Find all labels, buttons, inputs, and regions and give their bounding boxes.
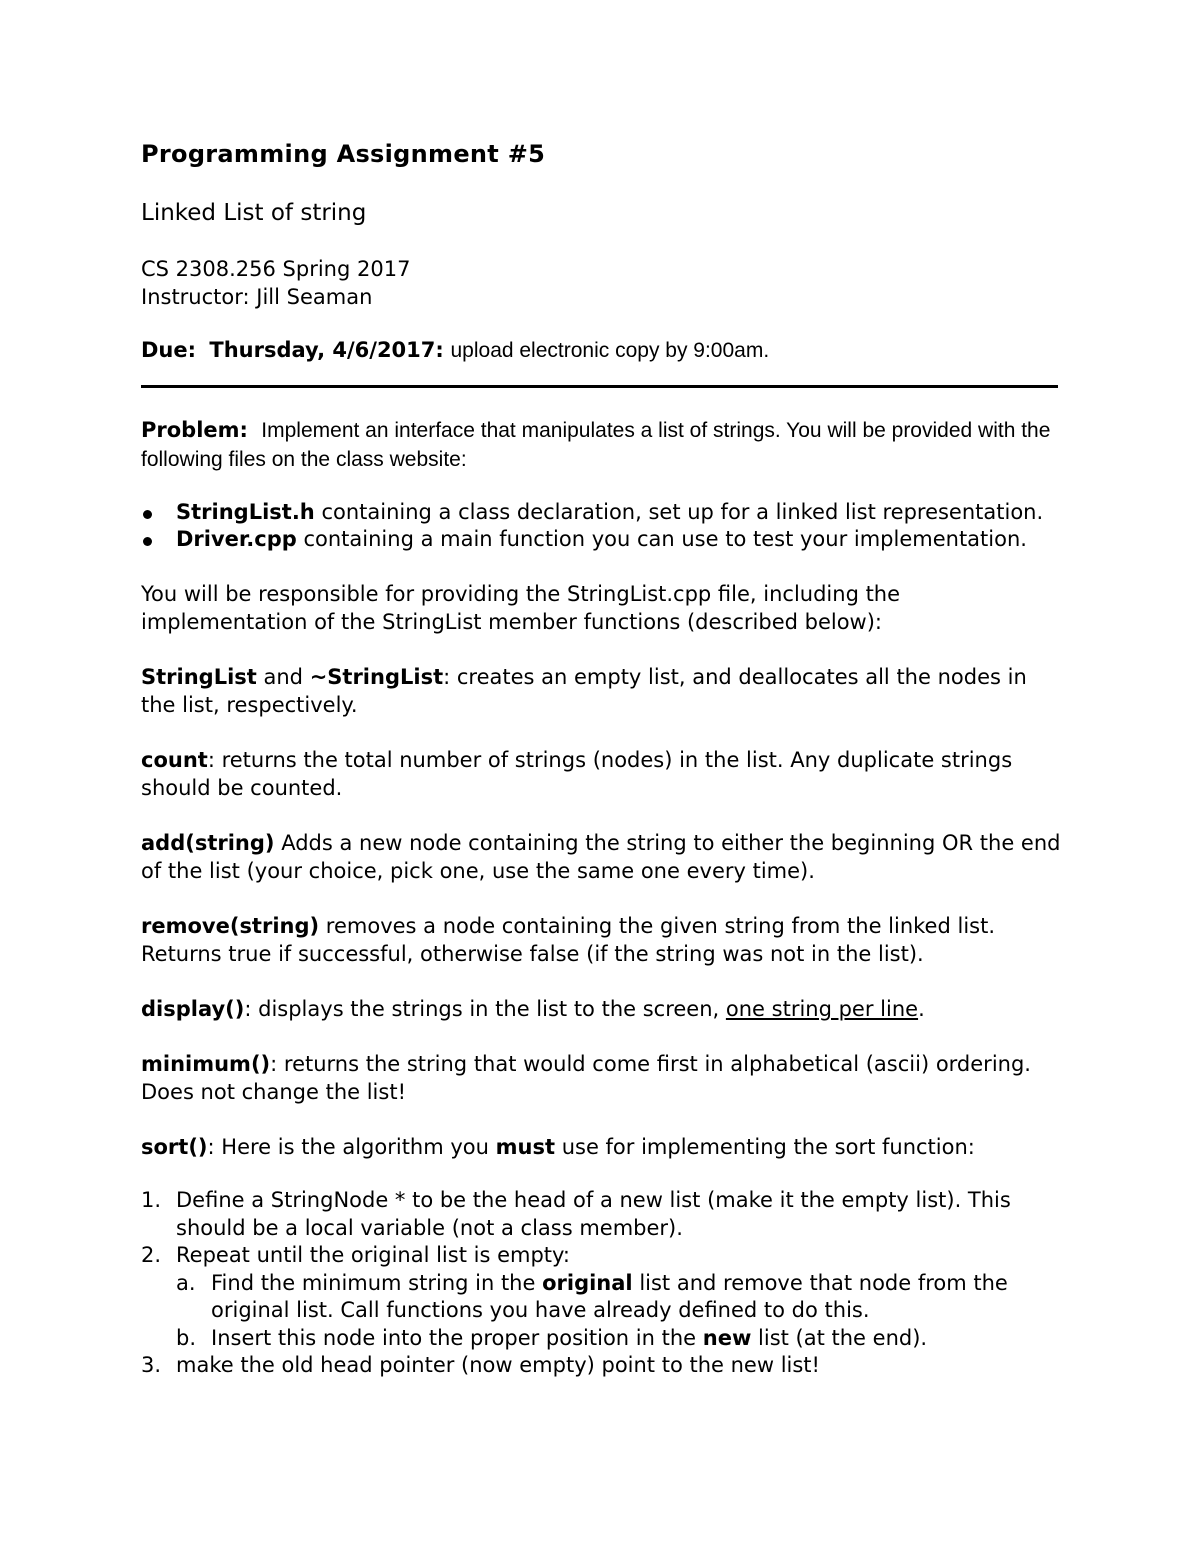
sub-step-letter: b. [176, 1325, 197, 1350]
function-desc: : creates an empty list, and deallocates all the nodes in the list, respectively. [141, 665, 1027, 717]
step-text: Define a StringNode * to be the head of a new list (make it the empty list). This should be a local variable (not a class member). [176, 1188, 1011, 1240]
course-info [141, 255, 1061, 311]
function-desc: : displays the strings in the list to the screen, [244, 997, 726, 1021]
function-remove [141, 912, 1061, 968]
problem-text: Implement an interface that manipulates a list of strings. You will be provided with the following files on the class website: [141, 419, 1051, 471]
function-name: sort() [141, 1135, 208, 1159]
file-name: StringList.h [176, 500, 315, 524]
file-desc: containing a class declaration, set up for a linked list representation. [321, 500, 1044, 524]
function-name: remove(string) [141, 914, 320, 938]
function-ctor: StringList and ~StringList: creates an empty list, and deallocates all the nodes in the list, respectively. [141, 665, 1027, 717]
instructor-line: Instructor: Jill Seaman [141, 285, 373, 309]
function-name: display() [141, 997, 245, 1021]
step-number: 3. [141, 1353, 162, 1377]
due-instructions: upload electronic copy by 9:00am. [450, 339, 770, 362]
function-desc: Adds a new node containing the string to either the beginning OR the end of the list (your choice, pick one, use the same one every time). [141, 831, 1061, 883]
function-name: add(string) [141, 831, 275, 855]
algorithm-steps [141, 1187, 1061, 1380]
sub-steps [176, 1270, 1061, 1353]
step-text: Repeat until the original list is empty: [176, 1243, 570, 1267]
underlined-text: one string per line [725, 997, 919, 1021]
function-minimum [141, 1050, 1061, 1106]
due-line [141, 338, 1061, 363]
bullet-icon [143, 510, 152, 519]
bullet-icon [143, 537, 152, 546]
list-item [141, 499, 1061, 526]
function-desc: removes a node containing the given string from the linked list. Returns true if successful, otherwise false (if the string was not in the list). [141, 914, 996, 966]
due-label: Due: [141, 338, 197, 362]
responsibility-paragraph: You will be responsible for providing the StringList.cpp file, including the implementation of the StringList member functions (described below): [141, 582, 901, 634]
course-line: CS 2308.256 Spring 2017 [141, 257, 411, 281]
step-number: 1. [141, 1188, 162, 1212]
file-name: Driver.cpp [176, 527, 297, 551]
function-name: count [141, 748, 208, 772]
step-item [141, 1352, 1061, 1380]
function-name: ~StringList [309, 665, 444, 689]
file-list [141, 499, 1061, 553]
step-item [141, 1187, 1061, 1242]
page-title: Programming Assignment #5 [141, 140, 546, 168]
step-number: 2. [141, 1243, 162, 1267]
page-subtitle: Linked List of string [141, 200, 367, 226]
list-item [141, 526, 1061, 553]
step-text: make the old head pointer (now empty) point to the new list! [176, 1353, 820, 1377]
function-sort: sort(): Here is the algorithm you must use for implementing the sort function: [141, 1135, 975, 1159]
emphasis: must [495, 1135, 556, 1159]
function-desc: : returns the string that would come first in alphabetical (ascii) ordering. Does not change the list! [141, 1052, 1031, 1104]
sub-step-item: b. Insert this node into the proper position in the new list (at the end). [176, 1325, 1061, 1353]
function-desc: : returns the total number of strings (nodes) in the list. Any duplicate strings should be counted. [141, 748, 1013, 800]
problem-statement [141, 416, 1061, 474]
emphasis: original [542, 1270, 633, 1295]
horizontal-rule [141, 385, 1058, 388]
emphasis: new [702, 1325, 752, 1350]
function-name: minimum() [141, 1052, 271, 1076]
file-desc: containing a main function you can use to test your implementation. [303, 527, 1027, 551]
document-content [141, 140, 1061, 1380]
sub-step-letter: a. [176, 1270, 196, 1295]
function-display: display(): displays the strings in the list to the screen, one string per line. [141, 997, 925, 1021]
function-count [141, 746, 1061, 802]
step-item [141, 1242, 1061, 1352]
function-add [141, 829, 1061, 885]
function-name: StringList [141, 665, 257, 689]
sub-step-item: a. Find the minimum string in the original list and remove that node from the original list. Call functions you have already defined to do this. [176, 1270, 1008, 1322]
due-date: Thursday, 4/6/2017: [209, 338, 444, 362]
problem-label: Problem: [141, 418, 248, 442]
